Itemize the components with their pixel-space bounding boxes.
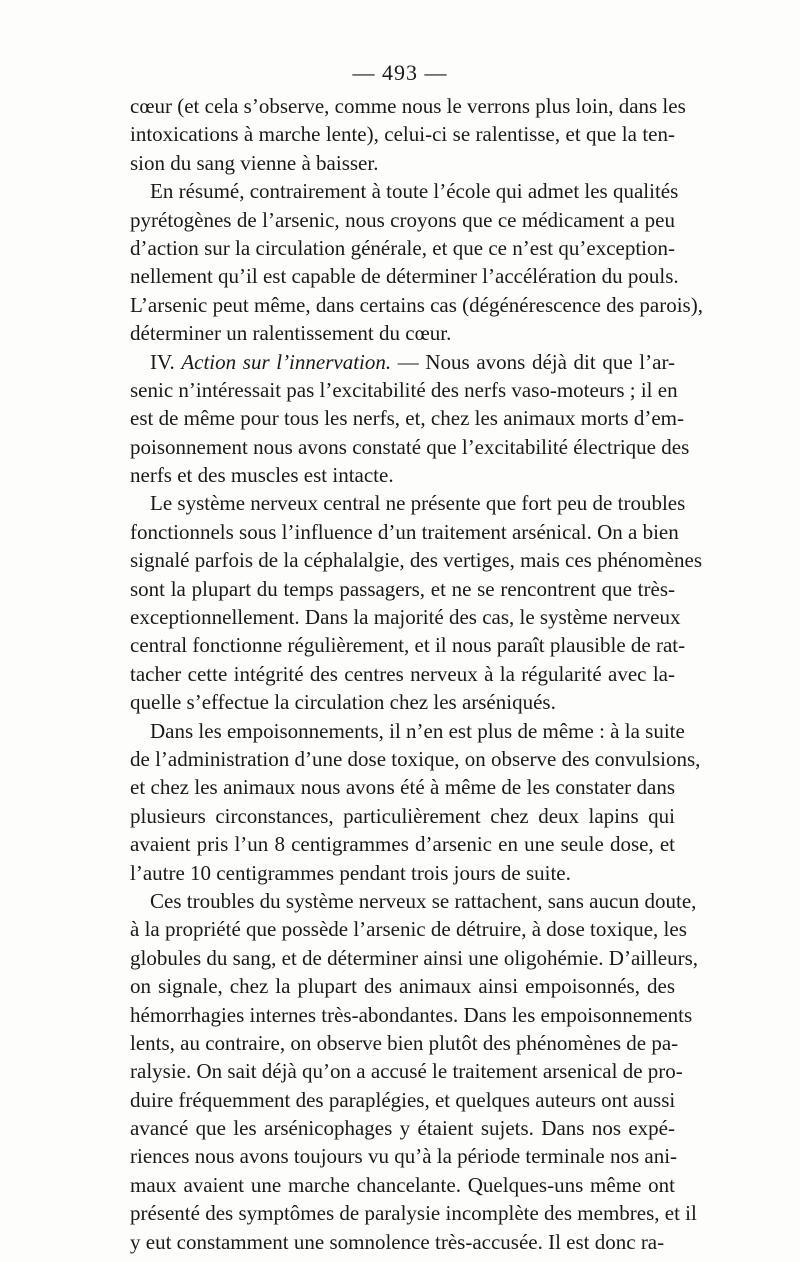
text-line: présenté des symptômes de paralysie incomplète des membres, et il (130, 1201, 697, 1226)
text-line: nellement qu’il est capable de déterminer l’accélération du pouls. (130, 264, 679, 289)
text-line: globules du sang, et de déterminer ainsi une oligohémie. D’ailleurs, (130, 945, 699, 970)
text-line: sont la plupart du temps passagers, et ne se rencontrent que très- (130, 576, 675, 601)
paragraph (130, 348, 690, 490)
text-line: quelle s’effectue la circulation chez les arséniqués. (130, 690, 556, 715)
text-line: avaient pris l’un 8 centigrammes d’arsenic en une seule dose, et (130, 832, 675, 857)
text-line: central fonctionne régulièrement, et il nous paraît plausible de rat- (130, 633, 686, 658)
text-line: tacher cette intégrité des centres nerveux à la régularité avec la- (130, 661, 675, 686)
text-line: nerfs et des muscles est intacte. (130, 463, 394, 488)
paragraph (130, 92, 686, 177)
text-line: intoxications à marche lente), celui-ci se ralentisse, et que la ten- (130, 122, 675, 147)
text-line: senic n’intéressait pas l’excitabilité des nerfs vaso-moteurs ; il en (130, 377, 678, 402)
text-line: sion du sang vienne à baisser. (130, 150, 379, 175)
text-line: Ces troubles du système nerveux se rattachent, sans aucun doute, (150, 888, 697, 913)
paragraph (130, 177, 703, 347)
text-line: pyrétogènes de l’arsenic, nous croyons que ce médicament a peu (130, 207, 675, 232)
section-title: Action sur l’innervation. (181, 349, 392, 374)
text-line: En résumé, contrairement à toute l’école qui admet les qualités (150, 179, 679, 204)
text-line: l’autre 10 centigrammes pendant trois jours de suite. (130, 860, 571, 885)
text-line: de l’administration d’une dose toxique, on observe des convulsions, (130, 746, 701, 771)
text-line: Le système nerveux central ne présente que fort peu de troubles (150, 491, 686, 516)
paragraph (130, 717, 701, 887)
text-line: ralysie. On sait déjà qu’on a accusé le traitement arsenical de pro- (130, 1059, 683, 1084)
text-line: d’action sur la circulation générale, et que ce n’est qu’exception- (130, 235, 675, 260)
text-line: hémorrhagies internes très-abondantes. Dans les empoisonnements (130, 1002, 693, 1027)
text-line: cœur (et cela s’observe, comme nous le verrons plus loin, dans les (130, 94, 686, 118)
text-line: fonctionnels sous l’influence d’un traitement arsénical. On a bien (130, 519, 679, 544)
text-line: déterminer un ralentissement du cœur. (130, 321, 452, 346)
text-line: lents, au contraire, on observe bien plutôt des phénomènes de pa- (130, 1030, 679, 1055)
paragraph (130, 887, 699, 1256)
page-number: — 493 — (352, 60, 448, 85)
text-line: y eut constamment une somnolence très-accusée. Il est donc ra- (130, 1229, 665, 1254)
section-first-line-text: — Nous avons déjà dit que l’ar- (391, 349, 676, 374)
text-line: riences nous avons toujours vu qu’à la période terminale nos ani- (130, 1144, 678, 1169)
text-line: et chez les animaux nous avons été à même de les constater dans (130, 775, 675, 800)
text-line: L’arsenic peut même, dans certains cas (dégénérescence des parois), (130, 292, 703, 317)
text-line: Dans les empoisonnements, il n’en est plus de même : à la suite (150, 718, 685, 743)
text-line: duire fréquemment des paraplégies, et quelques auteurs ont aussi (130, 1087, 676, 1112)
text-line: on signale, chez la plupart des animaux ainsi empoisonnés, des (130, 974, 675, 999)
text-line: avancé que les arsénicophages y étaient sujets. Dans nos expé- (130, 1116, 675, 1141)
section-number: IV. (150, 349, 182, 374)
text-line: à la propriété que possède l’arsenic de détruire, à dose toxique, les (130, 917, 687, 942)
body-text (130, 92, 703, 1256)
text-line: signalé parfois de la céphalalgie, des vertiges, mais ces phénomènes (130, 548, 703, 573)
paragraph (130, 489, 703, 716)
text-line: est de même pour tous les nerfs, et, chez les animaux morts d’em- (130, 406, 684, 431)
section-heading-line (130, 348, 675, 376)
text-line: poisonnement nous avons constaté que l’excitabilité électrique des (130, 434, 690, 459)
text-line: exceptionnellement. Dans la majorité des cas, le système nerveux (130, 605, 681, 630)
text-line: maux avaient une marche chancelante. Quelques-uns même ont (130, 1172, 675, 1197)
text-line: plusieurs circonstances, particulièrement chez deux lapins qui (130, 803, 675, 828)
